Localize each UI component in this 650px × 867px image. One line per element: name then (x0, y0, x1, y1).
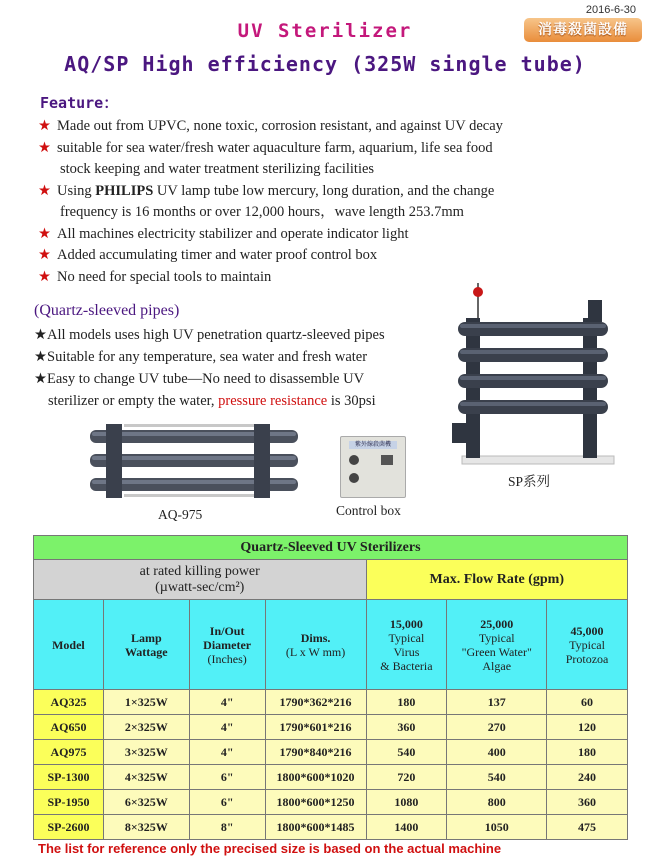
killing-power-unit: (µwatt-sec/cm²) (155, 579, 245, 595)
table-row (34, 815, 628, 840)
table-cell: 8×325W (103, 815, 189, 840)
control-box-image (340, 436, 406, 498)
quartz-text: is 30psi (327, 393, 376, 409)
col-proto-line: Protozoa (565, 651, 609, 666)
table-cell: 270 (447, 715, 547, 740)
killing-power-label: at rated killing power (139, 563, 260, 579)
table-cell: 4" (189, 690, 265, 715)
col-virus-line: 15,000 (389, 616, 423, 631)
quartz-item: ★All models uses high UV penetration quartz-sleeved pipes (34, 327, 385, 343)
control-box-caption: Control box (336, 503, 401, 518)
feature-item (38, 181, 598, 203)
col-dia-line: (Inches) (207, 651, 247, 666)
quartz-heading: (Quartz-sleeved pipes) (34, 302, 180, 319)
table-cell: 180 (547, 740, 628, 765)
quartz-text: sterilizer or empty the water, (48, 393, 219, 409)
table-cell: 60 (547, 690, 628, 715)
table-cell: 1080 (366, 790, 447, 815)
table-cell: 360 (547, 790, 628, 815)
control-box-label: 紫外線殺菌機 (349, 441, 397, 449)
indicator-light-icon (349, 455, 359, 465)
table-cell: 1800*600*1250 (265, 790, 366, 815)
page-subtitle: AQ/SP High efficiency (325W single tube) (64, 52, 586, 76)
feature-list (38, 116, 598, 288)
table-cell: 1800*600*1485 (265, 815, 366, 840)
table-cell: 3×325W (103, 740, 189, 765)
feature-item (38, 116, 598, 138)
col-protozoa (547, 600, 628, 690)
pressure-highlight: pressure resistance (218, 393, 328, 409)
table-row (34, 715, 628, 740)
col-algae-line: 25,000 (480, 616, 514, 631)
table-cell: 800 (447, 790, 547, 815)
quartz-item (34, 390, 464, 412)
footer-note: The list for reference only the precised size is based on the actual machine (38, 841, 502, 856)
switch-icon (381, 455, 393, 465)
model-cell: AQ650 (34, 715, 104, 740)
category-badge: 消毒殺菌設備 (524, 18, 642, 42)
table-cell: 540 (447, 765, 547, 790)
col-dims-line: (L x W mm) (285, 644, 346, 659)
col-algae-line: Typical (478, 630, 515, 645)
table-cell: 240 (547, 765, 628, 790)
table-cell: 6×325W (103, 790, 189, 815)
col-virus-line: Virus (393, 644, 420, 659)
col-dims (265, 600, 366, 690)
quartz-list (34, 324, 464, 412)
spec-table (33, 535, 628, 840)
feature-item (38, 224, 598, 246)
table-cell: 1790*362*216 (265, 690, 366, 715)
feature-text: Added accumulating timer and water proof control box (57, 247, 378, 263)
col-dia-line: Diameter (203, 637, 252, 652)
star-icon: ★ (38, 268, 51, 285)
table-cell: 1790*840*216 (265, 740, 366, 765)
table-cell: 4" (189, 740, 265, 765)
col-proto-line: 45,000 (570, 623, 604, 638)
model-cell: AQ325 (34, 690, 104, 715)
col-proto-line: Typical (569, 637, 605, 652)
table-cell: 1×325W (103, 690, 189, 715)
quartz-item: ★Easy to change UV tube—No need to disassemble UV (34, 371, 365, 387)
table-row (34, 740, 628, 765)
col-virus (366, 600, 447, 690)
feature-item (38, 138, 598, 160)
model-cell: SP-2600 (34, 815, 104, 840)
feature-text: All machines electricity stabilizer and operate indicator light (57, 225, 409, 242)
table-cell: 400 (447, 740, 547, 765)
model-cell: SP-1950 (34, 790, 104, 815)
table-cell: 4" (189, 715, 265, 740)
table-cell: 1790*601*216 (265, 715, 366, 740)
table-cell: 6" (189, 790, 265, 815)
max-flow-header: Max. Flow Rate (gpm) (366, 560, 628, 600)
table-cell: 2×325W (103, 715, 189, 740)
feature-text: stock keeping and water treatment sterilizing facilities (60, 161, 375, 177)
star-icon: ★ (38, 118, 51, 134)
brand-name: PHILIPS (95, 182, 154, 199)
table-cell: 360 (366, 715, 447, 740)
table-cell: 4×325W (103, 765, 189, 790)
table-cell: 540 (366, 740, 447, 765)
col-diameter (189, 600, 265, 690)
table-cell: 475 (547, 815, 628, 840)
model-cell: AQ975 (34, 740, 104, 765)
table-row (34, 690, 628, 715)
model-cell: SP-1300 (34, 765, 104, 790)
feature-heading: Feature： (40, 94, 119, 112)
col-virus-line: & Bacteria (380, 658, 433, 673)
spec-rows (34, 690, 628, 840)
table-cell: 8" (189, 815, 265, 840)
table-row (34, 790, 628, 815)
col-lamp-line: Lamp (130, 630, 162, 645)
feature-text: UV lamp tube low mercury, long duration, and the change (153, 182, 495, 199)
indicator-light-icon (349, 473, 359, 483)
aq-975-image (84, 418, 304, 502)
feature-text: suitable for sea water/fresh water aquaculture farm, aquarium, life sea food (57, 139, 493, 156)
aq-975-caption: AQ-975 (158, 507, 203, 522)
table-row (34, 765, 628, 790)
feature-text: Made out from UPVC, none toxic, corrosion resistant, and against UV decay (57, 118, 503, 134)
page-title: UV Sterilizer (237, 20, 413, 42)
col-lamp-line: Wattage (124, 644, 168, 659)
feature-text: No need for special tools to maintain (57, 268, 272, 285)
col-lamp (103, 600, 189, 690)
sp-caption: SP系列 (508, 474, 551, 489)
star-icon: ★ (38, 247, 51, 263)
table-cell: 1050 (447, 815, 547, 840)
table-cell: 120 (547, 715, 628, 740)
date-label: 2016-6-30 (585, 4, 636, 16)
star-icon: ★ (38, 139, 51, 156)
col-dia-line: In/Out (209, 623, 245, 638)
star-icon: ★ (38, 182, 51, 199)
col-model: Model (34, 600, 104, 690)
feature-text: Using (57, 182, 96, 199)
table-cell: 6" (189, 765, 265, 790)
table-cell: 720 (366, 765, 447, 790)
table-cell: 137 (447, 690, 547, 715)
quartz-item: ★Suitable for any temperature, sea water and fresh water (34, 349, 368, 365)
col-algae-line: "Green Water" (461, 644, 532, 659)
col-dims-line: Dims. (300, 630, 331, 645)
col-algae (447, 600, 547, 690)
table-cell: 1400 (366, 815, 447, 840)
table-cell: 1800*600*1020 (265, 765, 366, 790)
sp-series-image (448, 278, 623, 468)
col-algae-line: Algae (482, 658, 512, 673)
star-icon: ★ (38, 225, 51, 242)
col-virus-line: Typical (388, 630, 425, 645)
table-cell: 180 (366, 690, 447, 715)
feature-item (38, 245, 598, 267)
table-title: Quartz-Sleeved UV Sterilizers (34, 536, 628, 560)
killing-power-header (34, 560, 367, 600)
feature-text: frequency is 16 months or over 12,000 hours，wave length 253.7mm (60, 204, 464, 220)
